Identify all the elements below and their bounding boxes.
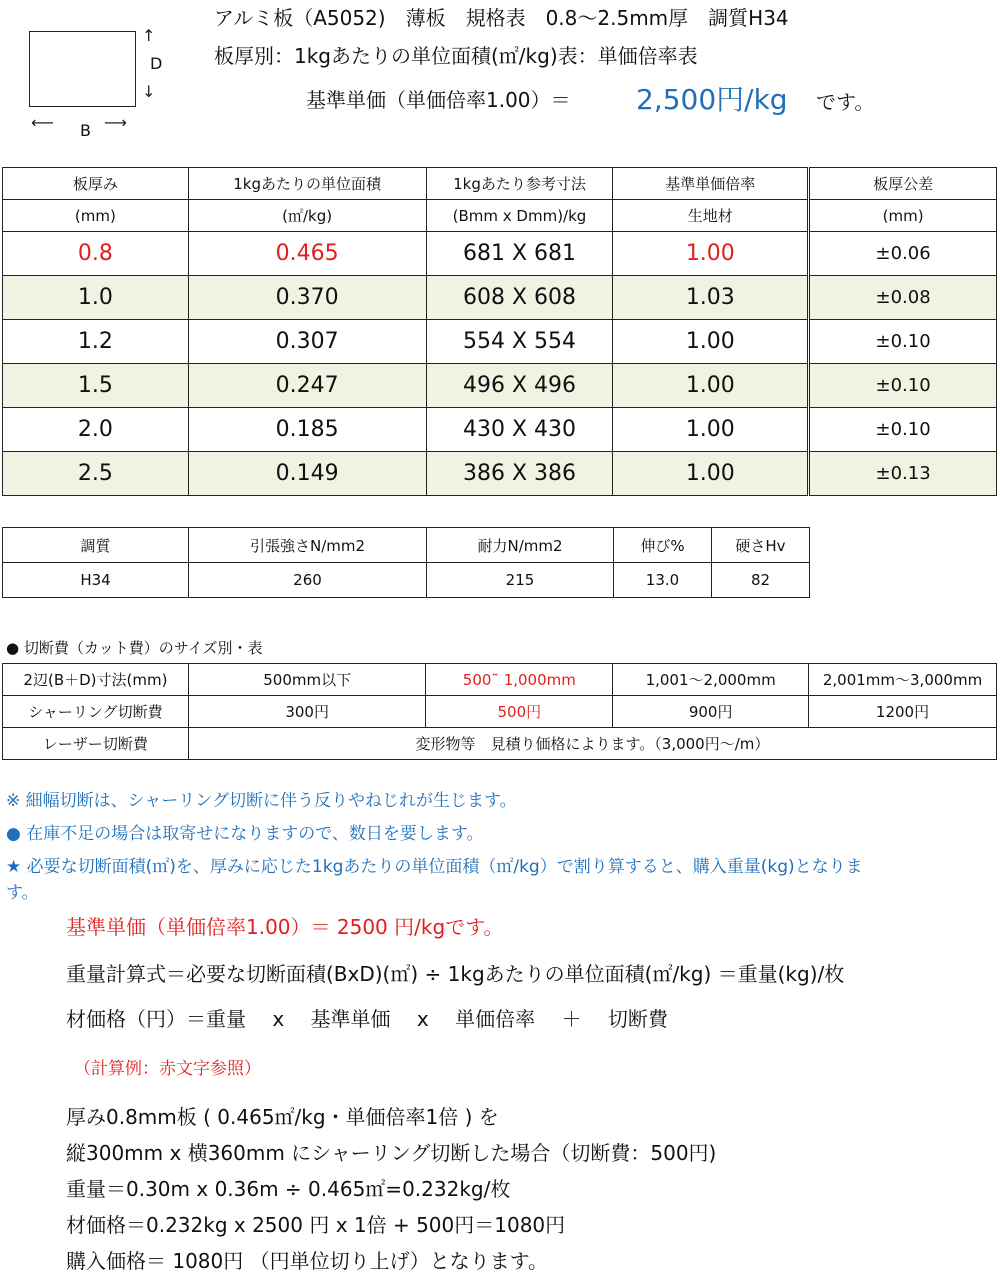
page-title: アルミ板（A5052) 薄板 規格表 0.8〜2.5mm厚 調質H34: [214, 6, 789, 30]
table-row: レーザー切断費 変形物等 見積り価格によります。（3,000円〜/m）: [3, 728, 997, 760]
table-row: シャーリング切断費 300円 500円 900円 1200円: [3, 696, 997, 728]
base-price-suffix: です。: [816, 90, 875, 114]
dimension-d-label: D: [150, 54, 163, 73]
subheader-unit-area: (㎡/kg): [188, 200, 426, 232]
example-line: 厚み0.8mm板 ( 0.465㎡/kg・単価倍率1倍 ) を: [66, 1105, 499, 1129]
subheader-ref-size: (Bmm x Dmm)/kg: [426, 200, 613, 232]
cut-section-title: ● 切断費（カット費）のサイズ別・表: [6, 639, 263, 657]
header-elongation: 伸び%: [614, 528, 712, 563]
header-price-ratio: 基準単価倍率: [613, 168, 809, 200]
header-thickness: 板厚み: [3, 168, 189, 200]
base-price-value: 2,500円/kg: [636, 83, 788, 116]
example-line: 材価格＝0.232kg x 2500 円 x 1倍 + 500円＝1080円: [66, 1213, 566, 1237]
laser-label: レーザー切断費: [3, 728, 189, 760]
header-ref-size: 1kgあたり参考寸法: [426, 168, 613, 200]
note-stock: ● 在庫不足の場合は取寄せになりますので、数日を要します。: [6, 824, 484, 844]
header-size: 2辺(B＋D)寸法(mm): [3, 664, 189, 696]
spec-table: [2, 167, 997, 496]
header-temper: 調質: [3, 528, 189, 563]
cut-cost-table: 2辺(B＋D)寸法(mm) 500mm以下 500˜ 1,000mm 1,001〜2,000mm 2,001mm〜3,000mm シャーリング切断費 300円 500円 900円 1200円 レーザー切断費 変形物等 見積り価格によります。（3,000円〜/m）: [2, 663, 997, 760]
formula-base-price: 基準単価（単価倍率1.00）＝ 2500 円/kgです。: [66, 915, 504, 939]
table-row: 0.8 0.465 681 X 681 1.00 ±0.06: [3, 232, 997, 276]
subheader-thickness: (mm): [3, 200, 189, 232]
example-line: 購入価格＝ 1080円 （円単位切り上げ）となります。: [66, 1249, 549, 1273]
example-line: 重量＝0.30m x 0.36m ÷ 0.465㎡=0.232kg/枚: [66, 1177, 511, 1201]
base-price-prefix: 基準単価（単価倍率1.00）＝: [306, 88, 571, 112]
dimension-b-label: B: [80, 121, 91, 140]
table-row: 2.0 0.185 430 X 430 1.00 ±0.10: [3, 408, 997, 452]
note-weight-calc: ★ 必要な切断面積(㎡)を、厚みに応じた1kgあたりの単位面積（㎡/kg）で割り算すると、購入重量(kg)となりま: [6, 857, 863, 877]
formula-weight: 重量計算式＝必要な切断面積(BxD)(㎡) ÷ 1kgあたりの単位面積(㎡/kg) ＝重量(kg)/枚: [66, 962, 845, 986]
table-row: 1.5 0.247 496 X 496 1.00 ±0.10: [3, 364, 997, 408]
formula-material: 材価格（円）＝重量 x 基準単価 x 単価倍率 ＋ 切断費: [66, 1007, 668, 1031]
table-row: H34 260 215 13.0 82: [3, 563, 810, 598]
header-yield: 耐力N/mm2: [427, 528, 614, 563]
header-tensile: 引張強さN/mm2: [189, 528, 427, 563]
header-hardness: 硬さHv: [712, 528, 810, 563]
shearing-label: シャーリング切断費: [3, 696, 189, 728]
sheet-diagram: [29, 31, 136, 107]
example-title: （計算例：赤文字参照）: [74, 1059, 261, 1079]
header-tolerance: 板厚公差: [809, 168, 997, 200]
note-weight-calc-cont: す。: [6, 883, 39, 903]
arrow-down-icon: ↓: [142, 82, 156, 101]
arrow-right-icon: ⟶: [104, 113, 127, 132]
page-subtitle: 板厚別：1kgあたりの単位面積(㎡/kg)表：単価倍率表: [214, 44, 698, 68]
table-row: 2.5 0.149 386 X 386 1.00 ±0.13: [3, 452, 997, 496]
arrow-left-icon: ⟵: [31, 113, 54, 132]
mechanical-table: [2, 527, 810, 598]
table-row: 1.2 0.307 554 X 554 1.00 ±0.10: [3, 320, 997, 364]
example-line: 縦300mm x 横360mm にシャーリング切断した場合（切断費：500円): [66, 1141, 717, 1165]
arrow-up-icon: ↑: [142, 26, 156, 45]
subheader-price-ratio: 生地材: [613, 200, 809, 232]
note-narrow-cut: ※ 細幅切断は、シャーリング切断に伴う反りやねじれが生じます。: [6, 791, 517, 811]
table-row: 1.0 0.370 608 X 608 1.03 ±0.08: [3, 276, 997, 320]
header-unit-area: 1kgあたりの単位面積: [188, 168, 426, 200]
subheader-tolerance: (mm): [809, 200, 997, 232]
